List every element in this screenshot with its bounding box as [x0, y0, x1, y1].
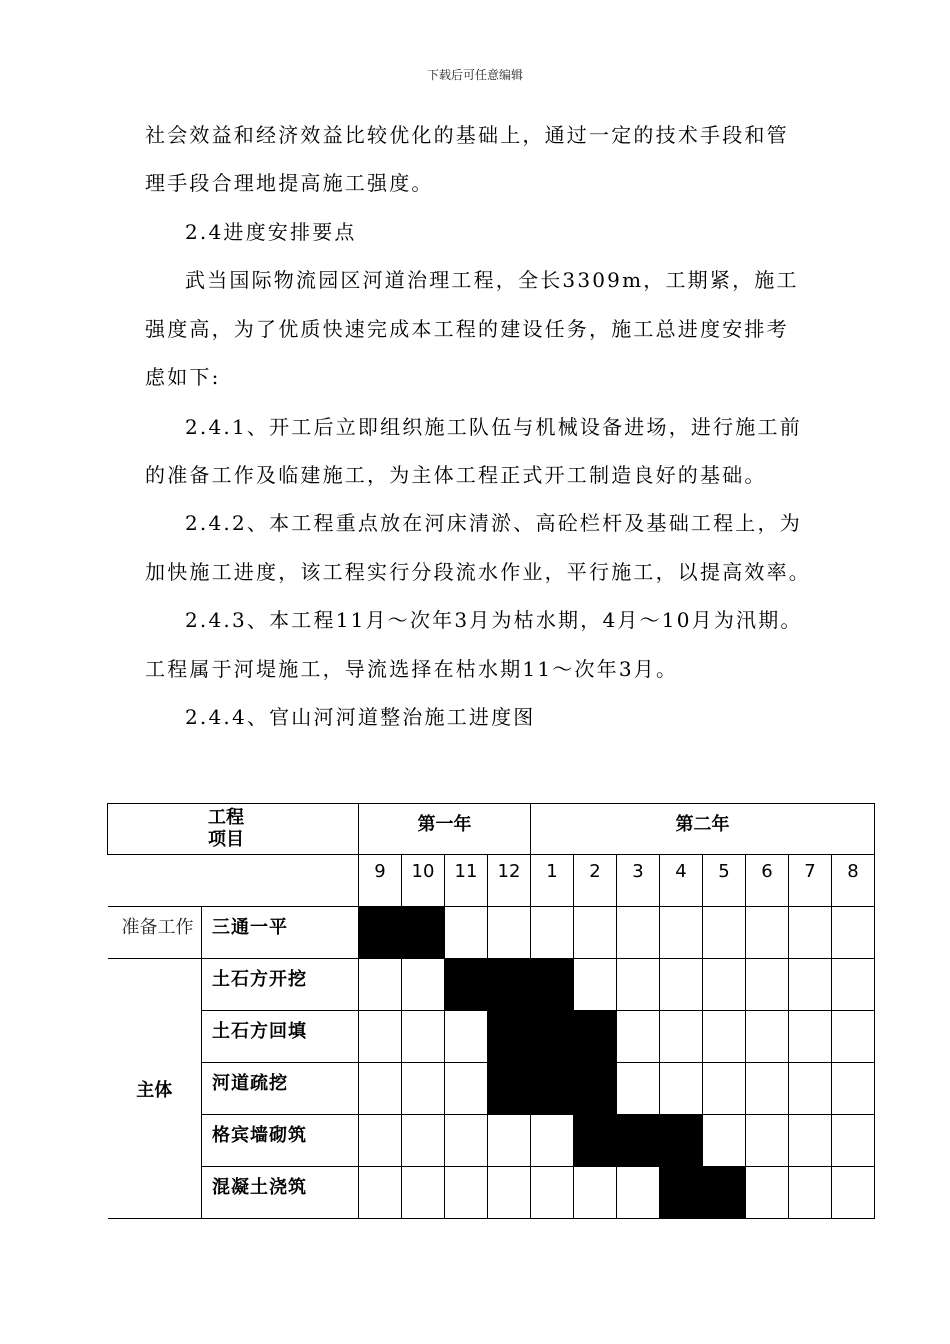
- month-cell: 4: [660, 855, 703, 907]
- gantt-bar-cell: [574, 1011, 617, 1063]
- task-row: [108, 1167, 875, 1219]
- body-paragraph-line: 2.4.4、官山河河道整治施工进度图: [185, 705, 536, 729]
- body-paragraph-line: 理手段合理地提高施工强度。: [145, 171, 434, 195]
- gantt-bar-cell: [445, 959, 488, 1011]
- task-row: [108, 907, 875, 959]
- body-paragraph-line: 2.4.1、开工后立即组织施工队伍与机械设备进场，进行施工前: [185, 415, 802, 439]
- gantt-empty-cell: [789, 1115, 832, 1167]
- gantt-empty-cell: [703, 1063, 746, 1115]
- task-name-cell: 格宾墙砌筑: [202, 1115, 359, 1167]
- gantt-empty-cell: [488, 1115, 531, 1167]
- gantt-empty-cell: [789, 1063, 832, 1115]
- gantt-empty-cell: [660, 959, 703, 1011]
- gantt-empty-cell: [660, 1063, 703, 1115]
- gantt-empty-cell: [617, 907, 660, 959]
- task-name-cell: 土石方开挖: [202, 959, 359, 1011]
- month-cell: 8: [832, 855, 875, 907]
- section-heading: 2.4进度安排要点: [185, 220, 357, 244]
- gantt-empty-cell: [617, 1063, 660, 1115]
- gantt-bar-cell: [660, 1115, 703, 1167]
- gantt-bar-cell: [488, 1063, 531, 1115]
- month-cell: 1: [531, 855, 574, 907]
- gantt-empty-cell: [402, 959, 445, 1011]
- task-row: [108, 959, 875, 1011]
- month-row: [108, 855, 875, 907]
- body-paragraph-line: 强度高，为了优质快速完成本工程的建设任务，施工总进度安排考: [145, 317, 789, 341]
- gantt-empty-cell: [617, 1011, 660, 1063]
- gantt-bar-cell: [660, 1167, 703, 1219]
- month-cell: 3: [617, 855, 660, 907]
- page-header-note: 下载后可任意编辑: [426, 68, 523, 82]
- month-cell: 2: [574, 855, 617, 907]
- body-paragraph-line: 虑如下:: [145, 365, 221, 389]
- gantt-empty-cell: [531, 1167, 574, 1219]
- gantt-empty-cell: [359, 1167, 402, 1219]
- gantt-empty-cell: [703, 959, 746, 1011]
- table-header-row: [108, 804, 875, 855]
- gantt-empty-cell: [359, 1011, 402, 1063]
- gantt-empty-cell: [746, 907, 789, 959]
- gantt-bar-cell: [531, 959, 574, 1011]
- gantt-empty-cell: [789, 1011, 832, 1063]
- year2-header: 第二年: [531, 804, 875, 855]
- schedule-table: [107, 803, 875, 1219]
- gantt-empty-cell: [746, 1011, 789, 1063]
- task-row: [108, 1063, 875, 1115]
- month-cell: 11: [445, 855, 488, 907]
- body-paragraph-line: 2.4.2、本工程重点放在河床清淤、高砼栏杆及基础工程上，为: [185, 511, 802, 535]
- gantt-empty-cell: [359, 1063, 402, 1115]
- category-cell: 准备工作: [108, 907, 202, 959]
- gantt-empty-cell: [832, 959, 875, 1011]
- gantt-empty-cell: [445, 1115, 488, 1167]
- task-row: [108, 1011, 875, 1063]
- gantt-empty-cell: [574, 959, 617, 1011]
- gantt-empty-cell: [660, 907, 703, 959]
- gantt-empty-cell: [789, 1167, 832, 1219]
- gantt-empty-cell: [832, 1167, 875, 1219]
- month-cell: 10: [402, 855, 445, 907]
- gantt-bar-cell: [574, 1063, 617, 1115]
- task-name-cell: 混凝土浇筑: [202, 1167, 359, 1219]
- gantt-empty-cell: [832, 1115, 875, 1167]
- gantt-empty-cell: [789, 959, 832, 1011]
- gantt-empty-cell: [488, 1167, 531, 1219]
- month-cell: 5: [703, 855, 746, 907]
- gantt-empty-cell: [832, 1063, 875, 1115]
- gantt-empty-cell: [703, 1115, 746, 1167]
- gantt-empty-cell: [445, 1011, 488, 1063]
- body-paragraph-line: 2.4.3、本工程11月～次年3月为枯水期，4月～10月为汛期。: [185, 608, 803, 632]
- gantt-empty-cell: [832, 907, 875, 959]
- gantt-empty-cell: [789, 907, 832, 959]
- month-cell: 6: [746, 855, 789, 907]
- gantt-empty-cell: [402, 1115, 445, 1167]
- gantt-empty-cell: [660, 1011, 703, 1063]
- gantt-empty-cell: [445, 1063, 488, 1115]
- gantt-empty-cell: [746, 1115, 789, 1167]
- gantt-bar-cell: [488, 959, 531, 1011]
- gantt-bar-cell: [359, 907, 402, 959]
- task-name-cell: 三通一平: [202, 907, 359, 959]
- gantt-empty-cell: [617, 1167, 660, 1219]
- gantt-empty-cell: [445, 1167, 488, 1219]
- gantt-empty-cell: [574, 1167, 617, 1219]
- gantt-empty-cell: [445, 907, 488, 959]
- gantt-bar-cell: [574, 1115, 617, 1167]
- project-header-cell: [108, 804, 359, 855]
- gantt-empty-cell: [746, 959, 789, 1011]
- gantt-bar-cell: [531, 1063, 574, 1115]
- task-name-cell: 河道疏挖: [202, 1063, 359, 1115]
- body-paragraph-line: 社会效益和经济效益比较优化的基础上，通过一定的技术手段和管: [145, 123, 789, 147]
- month-cell: 9: [359, 855, 402, 907]
- body-paragraph-line: 加快施工进度，该工程实行分段流水作业，平行施工，以提高效率。: [145, 560, 811, 584]
- gantt-empty-cell: [746, 1167, 789, 1219]
- gantt-empty-cell: [402, 1063, 445, 1115]
- gantt-empty-cell: [703, 907, 746, 959]
- gantt-bar-cell: [402, 907, 445, 959]
- gantt-empty-cell: [531, 1115, 574, 1167]
- gantt-empty-cell: [402, 1011, 445, 1063]
- gantt-empty-cell: [832, 1011, 875, 1063]
- month-cell: 7: [789, 855, 832, 907]
- task-row: [108, 1115, 875, 1167]
- month-cell: 12: [488, 855, 531, 907]
- gantt-bar-cell: [703, 1167, 746, 1219]
- gantt-empty-cell: [531, 907, 574, 959]
- gantt-bar-cell: [488, 1011, 531, 1063]
- body-paragraph-line: 工程属于河堤施工，导流选择在枯水期11～次年3月。: [145, 657, 679, 681]
- project-label-line2: 项目: [208, 829, 244, 850]
- category-cell: 主体: [108, 959, 202, 1219]
- gantt-empty-cell: [703, 1011, 746, 1063]
- month-row-label-cell: [108, 855, 359, 907]
- gantt-bar-cell: [531, 1011, 574, 1063]
- gantt-empty-cell: [617, 959, 660, 1011]
- project-label-line1: 工程: [208, 807, 244, 828]
- gantt-empty-cell: [488, 907, 531, 959]
- gantt-empty-cell: [359, 959, 402, 1011]
- year1-header: 第一年: [359, 804, 531, 855]
- gantt-empty-cell: [746, 1063, 789, 1115]
- task-name-cell: 土石方回填: [202, 1011, 359, 1063]
- gantt-empty-cell: [574, 907, 617, 959]
- body-paragraph-line: 武当国际物流园区河道治理工程，全长3309m，工期紧，施工: [185, 268, 799, 292]
- gantt-empty-cell: [359, 1115, 402, 1167]
- body-paragraph-line: 的准备工作及临建施工，为主体工程正式开工制造良好的基础。: [145, 463, 767, 487]
- gantt-bar-cell: [617, 1115, 660, 1167]
- gantt-empty-cell: [402, 1167, 445, 1219]
